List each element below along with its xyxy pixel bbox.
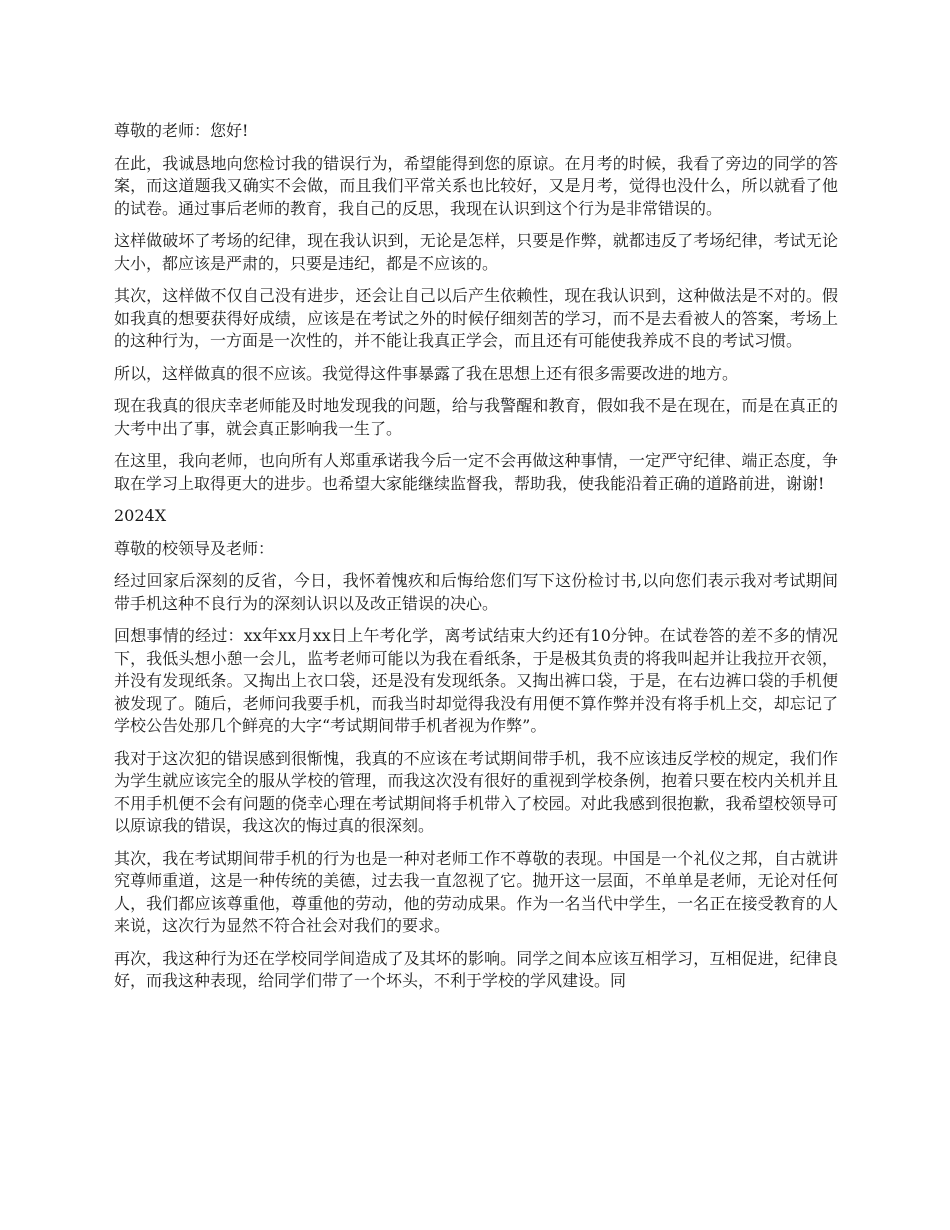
paragraph: 其次，我在考试期间带手机的行为也是一种对老师工作不尊敬的表现。中国是一个礼仪之邦，自古就讲究尊师重道，这是一种传统的美德，过去我一直忽视了它。抛开这一层面，不单单是老师，无论对任何人，我们都应该尊重他，尊重他的劳动，他的劳动成果。作为一名当代中学生，一名正在接受教育的人来说，这次行为显然不符合社会对我们的要求。	[114, 848, 838, 935]
document-page	[114, 120, 838, 1003]
paragraph: 经过回家后深刻的反省，今日，我怀着愧疚和后悔给您们写下这份检讨书,以向您们表示我对考试期间带手机这种不良行为的深刻认识以及改正错误的决心。	[114, 571, 838, 613]
paragraph: 回想事情的经过：xx年xx月xx日上午考化学，离考试结束大约还有10分钟。在试卷答的差不多的情况下，我低头想小憩一会儿，监考老师可能以为我在看纸条，于是极其负责的将我叫起并让我拉开衣领，并没有发现纸条。又掏出上衣口袋，还是没有发现纸条。又掏出裤口袋，于是，在右边裤口袋的手机便被发现了。随后，老师问我要手机，而我当时却觉得我没有用便不算作弊并没有将手机上交，却忘记了学校公告处那几个鲜亮的大字“考试期间带手机者视为作弊”。	[114, 626, 838, 735]
greeting-second: 尊敬的校领导及老师：	[114, 538, 275, 558]
greeting-first: 尊敬的老师：您好!	[114, 121, 249, 140]
paragraph: 现在我真的很庆幸老师能及时地发现我的问题，给与我警醒和教育，假如我不是在现在，而是在真正的大考中出了事，就会真正影响我一生了。	[114, 396, 838, 438]
year-heading: 2024X	[114, 506, 167, 525]
paragraph: 这样做破坏了考场的纪律，现在我认识到，无论是怎样，只要是作弊，就都违反了考场纪律，考试无论大小，都应该是严肃的，只要是违纪，都是不应该的。	[114, 231, 838, 273]
paragraph: 在此，我诚恳地向您检讨我的错误行为，希望能得到您的原谅。在月考的时候，我看了旁边的同学的答案，而这道题我又确实不会做，而且我们平常关系也比较好，又是月考，觉得也没什么，所以就看了他的试卷。通过事后老师的教育，我自己的反思，我现在认识到这个行为是非常错误的。	[114, 153, 838, 218]
paragraph: 在这里，我向老师，也向所有人郑重承诺我今后一定不会再做这种事情，一定严守纪律、端正态度，争取在学习上取得更大的进步。也希望大家能继续监督我，帮助我，使我能沿着正确的道路前进，谢谢!	[114, 451, 838, 493]
paragraph: 其次，这样做不仅自己没有进步，还会让自己以后产生依赖性，现在我认识到，这种做法是不对的。假如我真的想要获得好成绩，应该是在考试之外的时候仔细刻苦的学习，而不是去看被人的答案，考场上的这种行为，一方面是一次性的，并不能让我真正学会，而且还有可能使我养成不良的考试习惯。	[114, 286, 838, 350]
paragraph: 我对于这次犯的错误感到很惭愧，我真的不应该在考试期间带手机，我不应该违反学校的规定，我们作为学生就应该完全的服从学校的管理，而我这次没有很好的重视到学校条例，抱着只要在校内关机并且不用手机便不会有问题的侥幸心理在考试期间将手机带入了校园。对此我感到很抱歉，我希望校领导可以原谅我的错误，我这次的悔过真的很深刻。	[114, 748, 838, 835]
paragraph: 再次，我这种行为还在学校同学间造成了及其坏的影响。同学之间本应该互相学习，互相促进，纪律良好，而我这种表现，给同学们带了一个坏头，不利于学校的学风建设。同	[114, 948, 838, 990]
paragraph: 所以，这样做真的很不应该。我觉得这件事暴露了我在思想上还有很多需要改进的地方。	[114, 363, 739, 383]
